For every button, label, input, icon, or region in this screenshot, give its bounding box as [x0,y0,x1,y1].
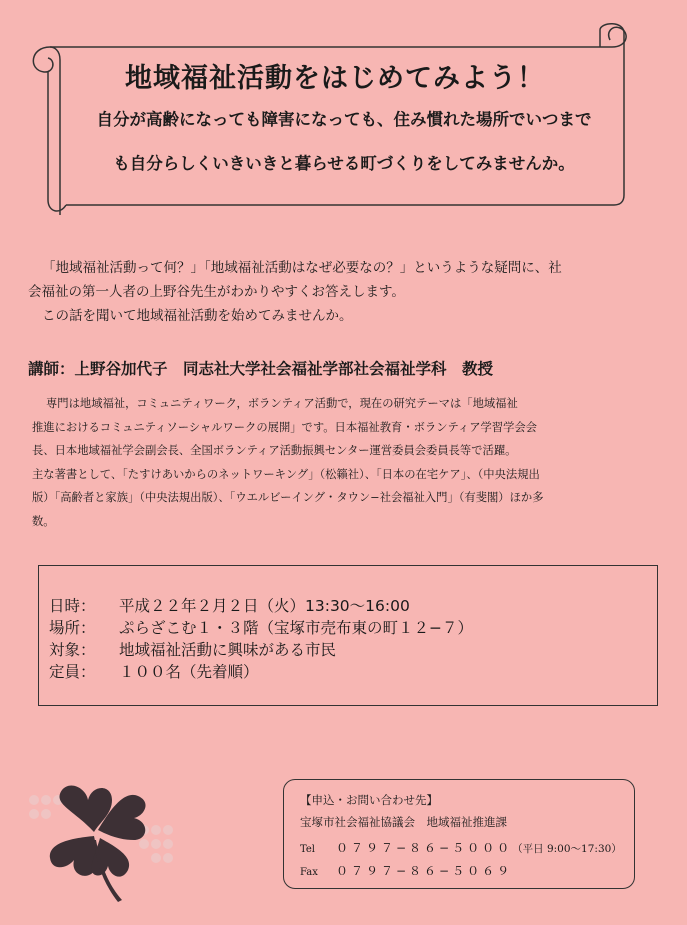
place-value: ぷらざこむ１・３階（宝塚市売布東の町１２−７） [119,619,473,637]
date-label: 日時： [49,597,96,615]
banner-subtitle-line-2: も自分らしくいきいきと暮らせる町づくりをしてみませんか。 [113,154,575,173]
detail-target [49,638,336,660]
detail-date [49,594,410,616]
contact-fax [300,862,512,879]
detail-place [49,616,473,638]
banner-subtitle-line-1: 自分が高齢になっても障害になっても、住み慣れた場所でいつまで [96,110,592,129]
target-value: 地域福祉活動に興味がある市民 [119,641,337,659]
intro-paragraph [28,256,668,328]
bio-line-6: 数。 [32,514,55,528]
bio-line-1: 専門は地域福祉，コミュニティワーク，ボランティア活動で，現在の研究テーマは「地域福祉 [46,397,518,410]
contact-organization: 宝塚市社会福祉協議会 地域福祉推進課 [300,815,507,829]
banner-title: 地域福祉活動をはじめてみよう！ [125,63,545,94]
lecturer-heading: 講師：上野谷加代子 同志社大学社会福祉学部社会福祉学科 教授 [28,360,494,378]
capacity-label: 定員： [49,663,96,681]
intro-line-3: この話を聞いて地域福祉活動を始めてみませんか。 [42,308,353,324]
intro-line-1: 「地域福祉活動って何？」「地域福祉活動はなぜ必要なの？」というような疑問に、社 [42,260,562,276]
fax-label: Fax [300,867,318,878]
lecturer-bio [32,392,662,533]
clover-icon [14,760,194,910]
bio-line-2: 推進におけるコミュニティソーシャルワークの展開」です。日本福祉教育・ボランティア学習学会会 [32,420,537,434]
tel-label: Tel [300,844,316,855]
bio-line-5: 版）「高齢者と家族」（中央法規出版）、「ウエルビーイング・タウン−社会福祉入門」（有斐閣）ほか多 [32,491,544,504]
contact-tel [300,839,622,856]
contact-heading: 【申込・お問い合わせ先】 [300,793,438,807]
target-label: 対象： [49,641,96,659]
bio-line-4: 主な著書として、「たすけあいからのネットワーキング」（松籟社）、「日本の在宅ケア」、（中央法規出 [32,467,540,481]
place-label: 場所： [49,619,96,637]
contact-box [283,779,635,889]
tel-number: ０７９７−８６−５０００ [336,841,513,855]
tel-hours: （平日 9:00〜17:30） [512,843,622,855]
detail-capacity [49,660,259,682]
event-details-box [38,565,658,706]
bio-line-3: 長、日本地域福祉学会副会長、全国ボランティア活動振興センター運営委員会委員長等で活躍。 [32,444,517,457]
date-value: 平成２２年２月２日（火）13:30〜16:00 [119,597,410,615]
intro-line-2: 会福祉の第一人者の上野谷先生がわかりやすくお答えします。 [28,284,405,300]
fax-number: ０７９７−８６−５０６９ [336,864,513,878]
capacity-value: １００名（先着順） [119,663,259,681]
